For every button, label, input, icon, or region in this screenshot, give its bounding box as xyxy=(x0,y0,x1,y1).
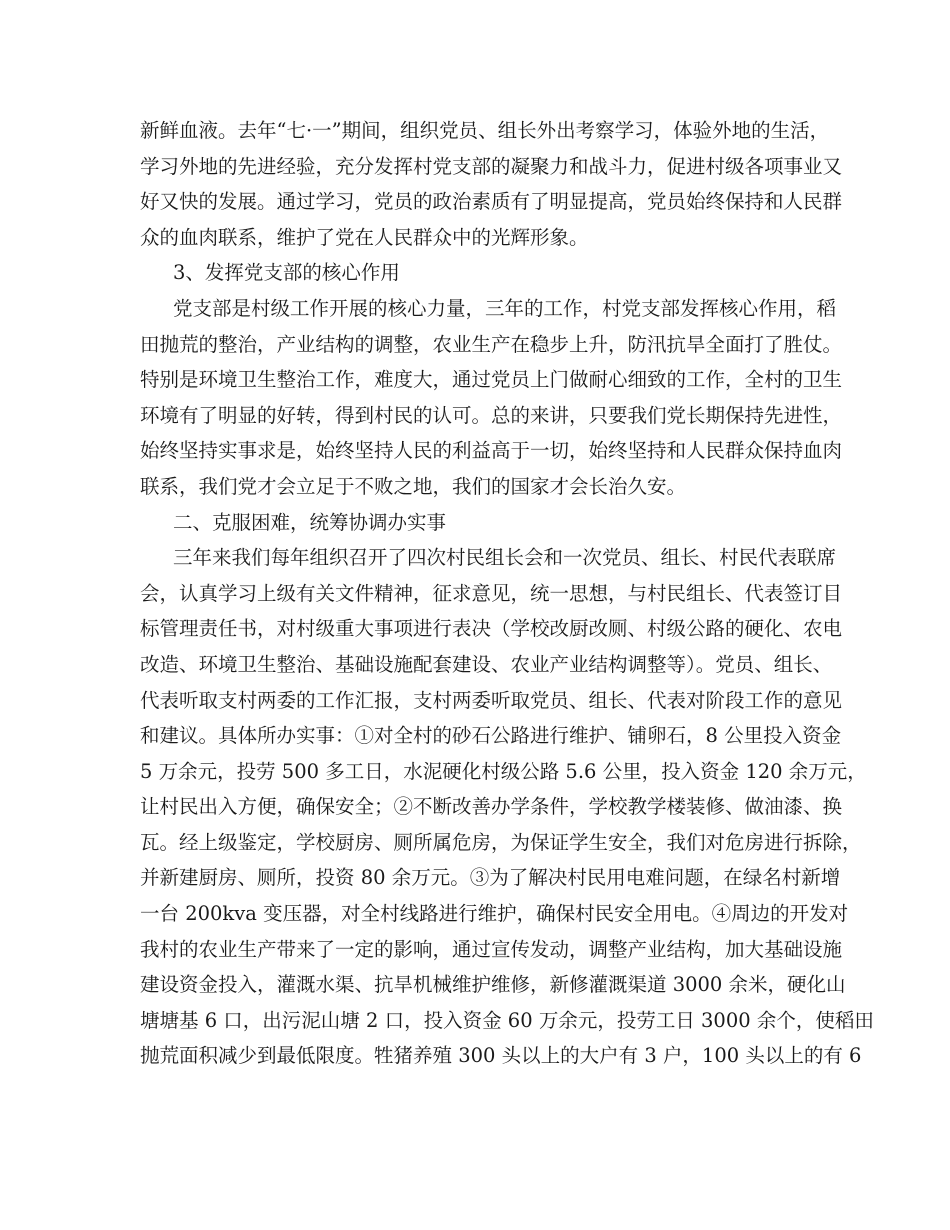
text-line: 抛荒面积减少到最低限度。牲猪养殖 300 头以上的大户有 3 户，100 头以上的有 6 xyxy=(140,1044,862,1068)
text-line: 塘塘基 6 口，出污泥山塘 2 口，投入资金 60 万余元，投劳工日 3000 余个，使稻田 xyxy=(140,1008,874,1032)
text-line: 特别是环境卫生整治工作，难度大，通过党员上门做耐心细致的工作，全村的卫生 xyxy=(140,368,843,392)
text-line: 田抛荒的整治，产业结构的调整，农业生产在稳步上升，防汛抗旱全面打了胜仗。 xyxy=(140,332,843,356)
text-line: 三年来我们每年组织召开了四次村民组长会和一次党员、组长、村民代表联席 xyxy=(173,546,837,570)
text-line: 改造、环境卫生整治、基础设施配套建设、农业产业结构调整等）。党员、组长、 xyxy=(140,652,833,676)
text-line: 标管理责任书，对村级重大事项进行表决（学校改厨改厕、村级公路的硬化、农电 xyxy=(140,617,843,641)
section-heading: 3、发挥党支部的核心作用 xyxy=(173,261,400,285)
text-line: 5 万余元，投劳 500 多工日，水泥硬化村级公路 5.6 公里，投入资金 120 余万元， xyxy=(140,759,867,783)
text-line: 和建议。具体所办实事：①对全村的砂石公路进行维护、铺卵石，8 公里投入资金 xyxy=(140,724,842,748)
text-line: 新鲜血液。去年“七·一”期间，组织党员、组长外出考察学习，体验外地的生活， xyxy=(140,119,830,142)
document-body xyxy=(140,113,874,1074)
text-line: 好又快的发展。通过学习，党员的政治素质有了明显提高，党员始终保持和人民群 xyxy=(140,190,843,214)
text-line: 众的血肉联系，维护了党在人民群众中的光辉形象。 xyxy=(140,225,589,249)
section-heading: 二、克服困难，统筹协调办实事 xyxy=(173,510,447,534)
text-line: 会，认真学习上级有关文件精神，征求意见，统一思想，与村民组长、代表签订目 xyxy=(140,581,843,605)
text-line: 并新建厨房、厕所，投资 80 余万元。③为了解决村民用电难问题，在绿名村新增 xyxy=(140,866,841,890)
text-line: 瓦。经上级鉴定，学校厨房、厕所属危房，为保证学生安全，我们对危房进行拆除， xyxy=(140,830,862,854)
text-line: 环境有了明显的好转，得到村民的认可。总的来讲，只要我们党长期保持先进性， xyxy=(140,403,843,427)
text-line: 一台 200kva 变压器，对全村线路进行维护，确保村民安全用电。④周边的开发对 xyxy=(140,902,849,926)
text-line: 建设资金投入，灌溉水渠、抗旱机械维护维修，新修灌溉渠道 3000 余米，硬化山 xyxy=(140,973,846,997)
text-line: 始终坚持实事求是，始终坚持人民的利益高于一切，始终坚持和人民群众保持血肉 xyxy=(140,439,843,463)
text-line: 让村民出入方便，确保安全；②不断改善办学条件，学校教学楼装修、做油漆、换 xyxy=(140,795,843,819)
text-line: 党支部是村级工作开展的核心力量，三年的工作，村党支部发挥核心作用，稻 xyxy=(173,296,837,320)
text-line: 联系，我们党才会立足于不败之地，我们的国家才会长治久安。 xyxy=(140,474,687,498)
text-line: 学习外地的先进经验，充分发挥村党支部的凝聚力和战斗力，促进村级各项事业又 xyxy=(140,154,843,178)
text-line: 我村的农业生产带来了一定的影响，通过宣传发动，调整产业结构，加大基础设施 xyxy=(140,937,843,961)
text-line: 代表听取支村两委的工作汇报，支村两委听取党员、组长、代表对阶段工作的意见 xyxy=(140,688,843,712)
